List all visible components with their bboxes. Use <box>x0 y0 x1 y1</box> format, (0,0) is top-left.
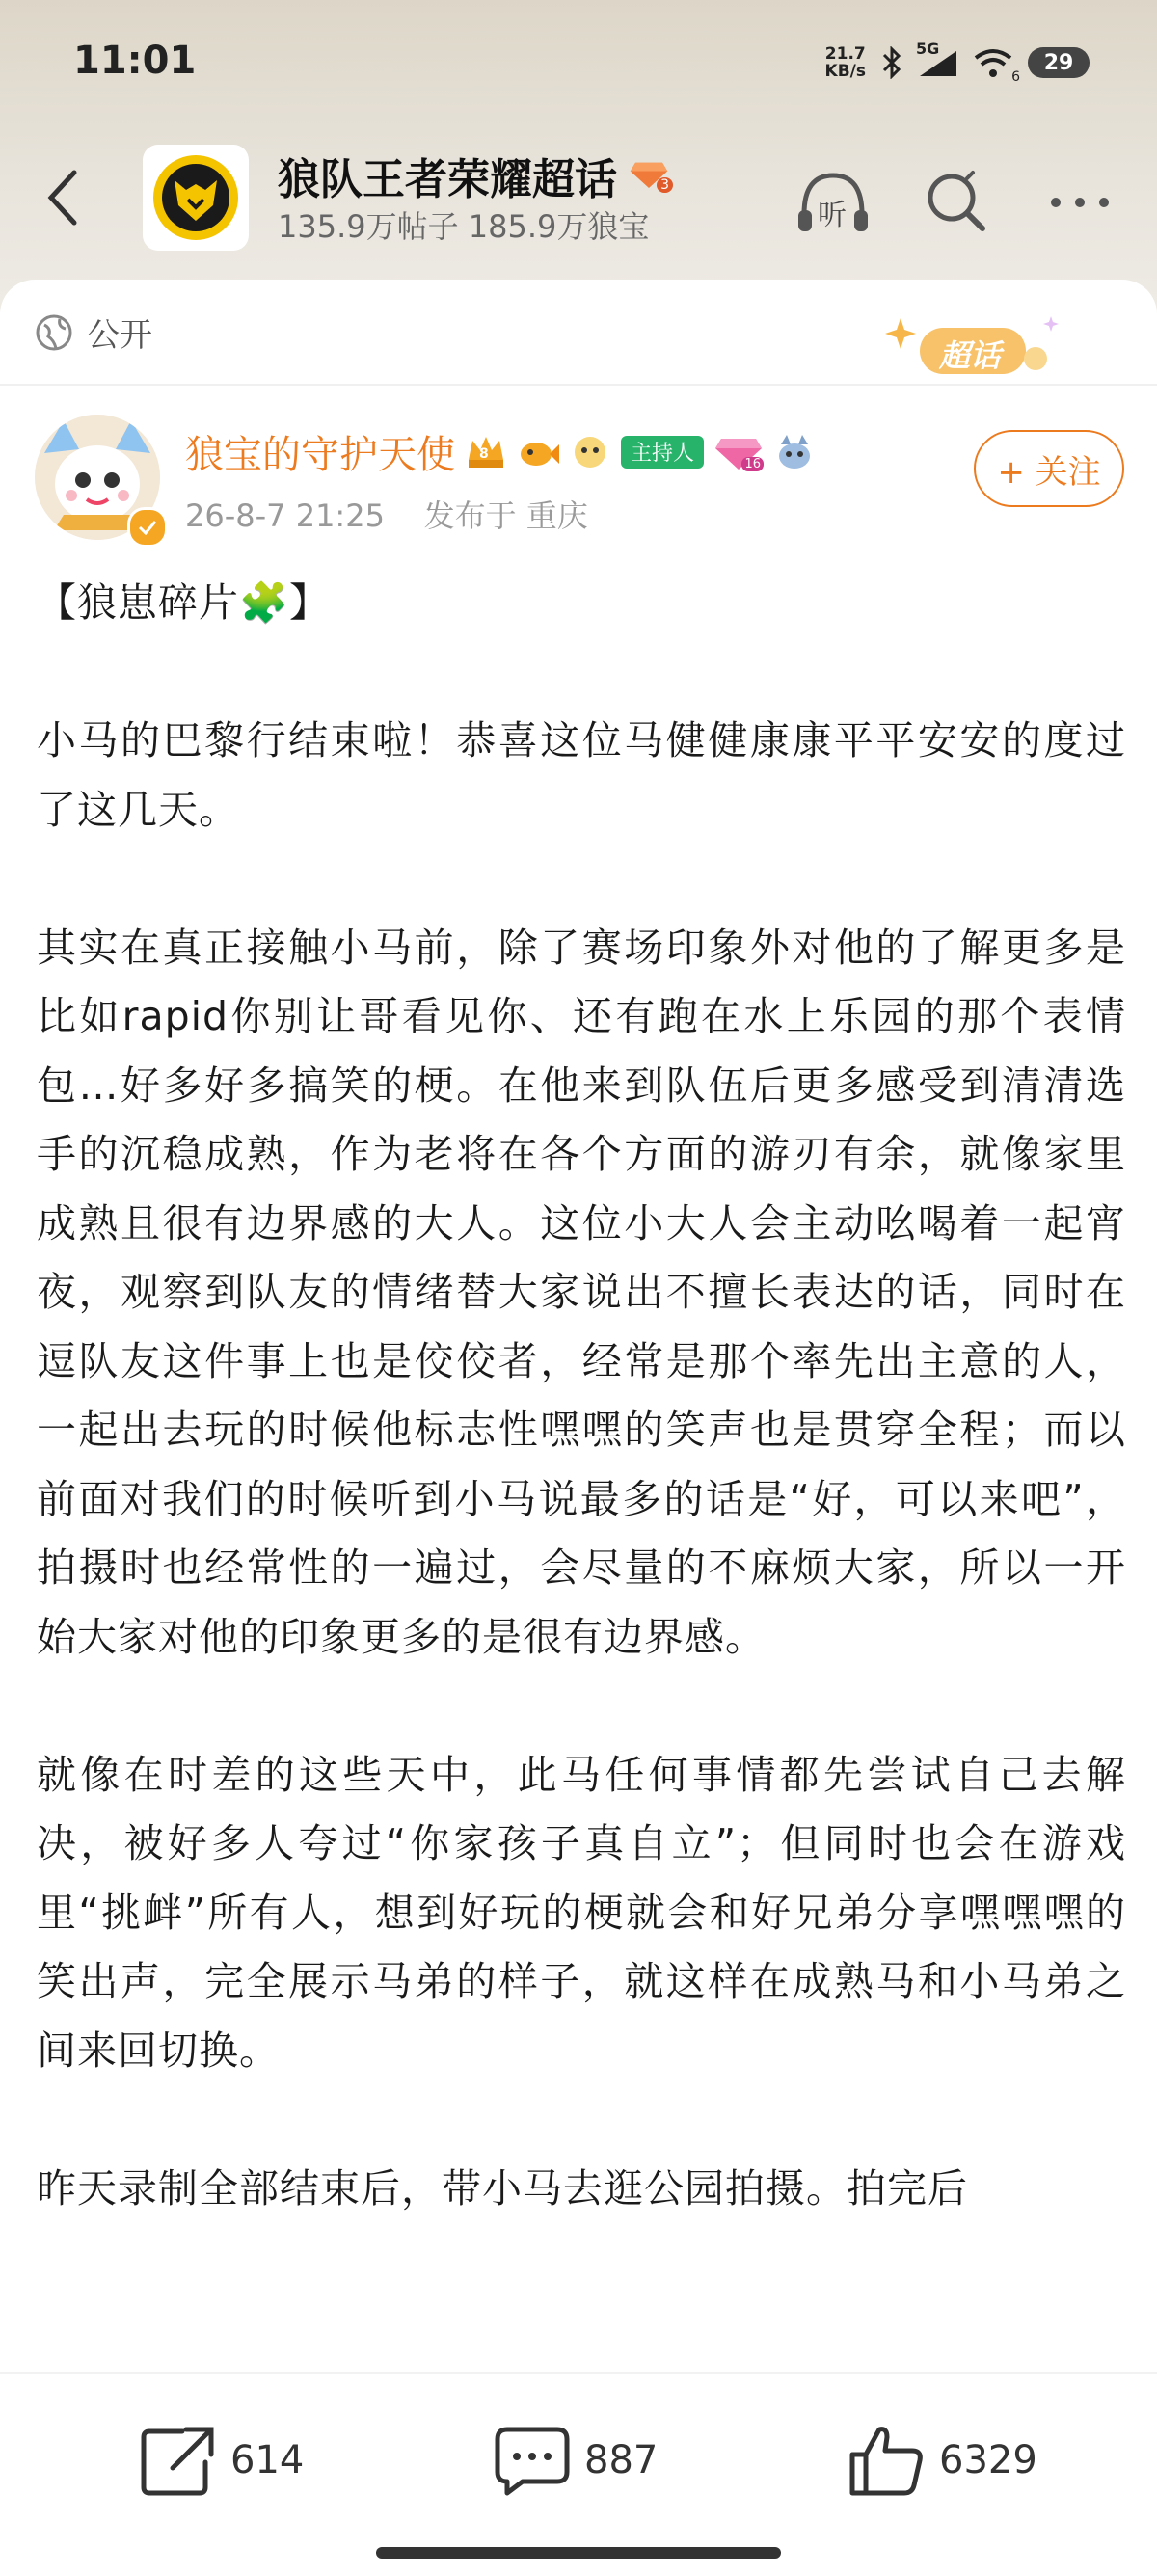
comment-count: 887 <box>584 2438 659 2482</box>
post-body <box>37 569 1126 2293</box>
comment-icon <box>494 2424 571 2497</box>
like-button[interactable] <box>848 2422 1037 2499</box>
thumbs-up-icon <box>848 2424 926 2497</box>
listen-label: 听 <box>818 199 847 232</box>
post-paragraph: 其实在真正接触小马前，除了赛场印象外对他的了解更多是比如rapid你别让哥看见你、还有跑在水上乐园的那个表情包…好多好多搞笑的梗。在他来到队伍后更多感受到清清选手的沉稳成熟，作为老将在各个方面的游刃有余，就像家里成熟且很有边界感的大人。这位小大人会主动吆喝着一起宵夜，观察到队友的情绪替大家说出不擅长表达的话，同时在逗队友这件事上也是佼佼者，经常是那个率先出主意的人，一起出去玩的时候他标志性嘿嘿的笑声也是贯穿全程；而以前面对我们的时候听到小马说最多的话是“好，可以来吧”，拍摄时也经常性的一遍过，会尽量的不麻烦大家，所以一开始大家对他的印象更多的是很有边界感。 <box>37 924 1126 1660</box>
host-icon <box>569 431 611 473</box>
post-paragraph: 就像在时差的这些天中，此马任何事情都先尝试自己去解决，被好多人夸过“你家孩子真自立”；但同时也会在游戏里“挑衅”所有人，想到好玩的梗就会和好兄弟分享嘿嘿嘿的笑出声，完全展示马弟的样子，就这样在成熟马和小马弟之间来回切换。 <box>37 1751 1126 2074</box>
crown-badge-icon <box>465 431 507 473</box>
fan-level: 16 <box>741 457 764 471</box>
home-indicator[interactable] <box>376 2547 781 2559</box>
cellular-signal-icon <box>916 40 958 78</box>
like-count: 6329 <box>939 2438 1037 2482</box>
back-button[interactable] <box>29 164 96 231</box>
status-bar <box>0 0 1157 125</box>
listen-button[interactable] <box>794 164 872 241</box>
post-title: 【狼崽碎片🧩】 <box>37 579 331 626</box>
verified-icon <box>127 507 168 548</box>
topic-level-badge <box>629 158 675 193</box>
search-icon <box>923 169 990 236</box>
status-icons <box>825 39 1090 87</box>
cat-badge-icon <box>773 431 816 473</box>
header-actions <box>794 164 1118 241</box>
fan-level-icon <box>713 431 764 473</box>
wifi-sub: 6 <box>1011 69 1020 85</box>
post-card <box>0 280 1157 2574</box>
search-button[interactable] <box>918 164 995 241</box>
more-button[interactable] <box>1041 164 1118 241</box>
author-name[interactable]: 狼宝的守护天使 <box>185 433 455 477</box>
battery-level: 29 <box>1043 50 1074 75</box>
chevron-left-icon <box>43 169 82 227</box>
author-row <box>35 415 1124 550</box>
comment-button[interactable] <box>494 2422 658 2499</box>
visibility-row <box>35 309 152 356</box>
wifi-icon <box>972 46 1020 85</box>
globe-icon <box>35 313 73 352</box>
topic-logo[interactable] <box>143 145 249 251</box>
wolf-logo-icon <box>149 151 242 244</box>
post-meta <box>185 492 588 536</box>
post-paragraph: 小马的巴黎行结束啦！恭喜这位马健健康康平平安安的度过了这几天。 <box>37 717 1126 833</box>
net-speed-unit: KB/s <box>824 62 866 81</box>
net-speed <box>825 45 866 80</box>
host-badge: 主持人 <box>621 436 704 469</box>
fish-badge-icon <box>517 431 559 473</box>
chaohua-badge <box>881 309 1074 386</box>
divider <box>0 384 1157 386</box>
topic-title: 狼队王者荣耀超话 <box>278 155 617 204</box>
post-paragraph: 昨天录制全部结束后，带小马去逛公园拍摄。拍完后 <box>37 2164 968 2212</box>
repost-count: 614 <box>230 2438 305 2482</box>
follow-button[interactable]: + 关注 <box>974 430 1124 507</box>
battery-icon <box>1028 47 1090 78</box>
bluetooth-icon <box>879 46 904 79</box>
chaohua-label: 超话 <box>939 337 1002 374</box>
more-dots-icon <box>1046 193 1114 212</box>
topic-title-row <box>278 145 675 206</box>
repost-button[interactable] <box>140 2422 304 2499</box>
post-location: 发布于 重庆 <box>423 497 588 534</box>
crown-level: 8 <box>479 445 489 462</box>
visibility-label: 公开 <box>87 316 152 355</box>
network-type: 5G <box>916 40 940 58</box>
share-icon <box>140 2424 217 2497</box>
topic-stats: 135.9万帖子 185.9万狼宝 <box>278 208 650 245</box>
net-speed-value: 21.7 <box>824 44 866 64</box>
topic-header <box>0 135 1157 260</box>
topic-level: 3 <box>657 177 673 193</box>
bottom-action-bar <box>0 2372 1157 2576</box>
status-time: 11:01 <box>73 39 197 83</box>
author-name-row <box>185 424 816 479</box>
post-date: 26-8-7 21:25 <box>185 497 385 534</box>
